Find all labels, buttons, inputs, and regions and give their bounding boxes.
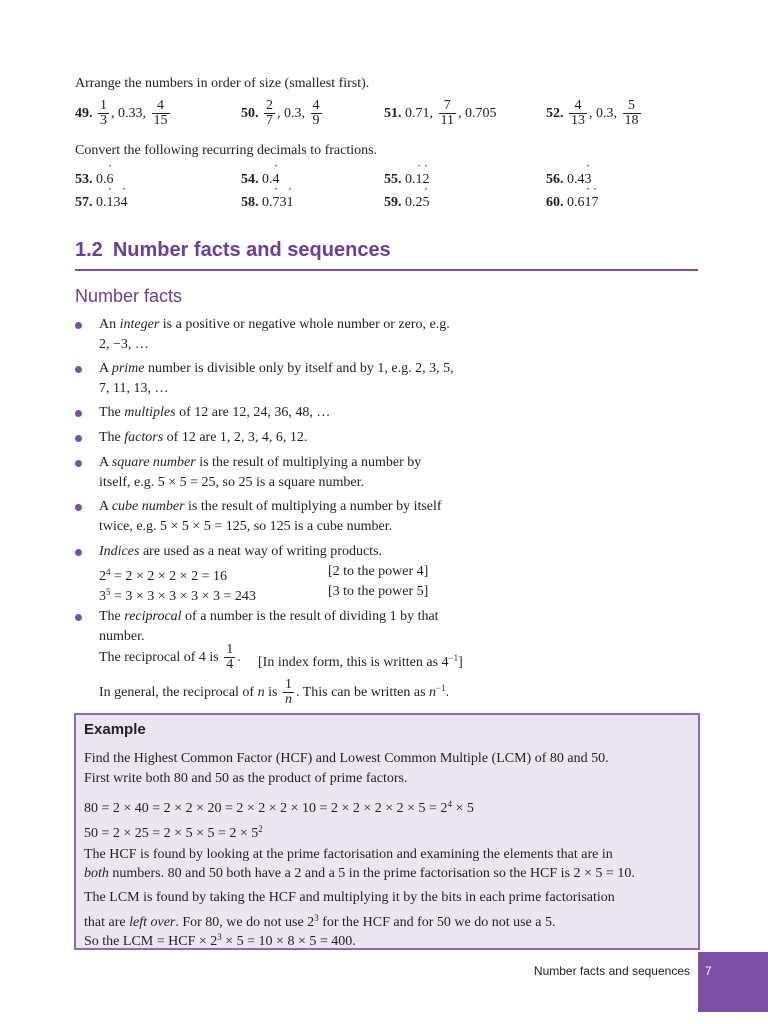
question-51: 51. 0.71, $\frac{7}{11}$ , 0.705 — [384, 98, 497, 129]
example-line-7: The LCM is found by taking the HCF and multiplying it by the bits in each prime factorisation — [84, 890, 615, 905]
reciprocal-note: [In index form, this is written as $4^{-1}$] — [258, 653, 463, 670]
bullet-icon — [75, 431, 85, 441]
arrange-instruction: Arrange the numbers in order of size (smallest first). — [75, 76, 370, 91]
fact-cube: A cube number is the result of multiplying a number by itself — [99, 499, 442, 514]
bullet-icon — [75, 545, 85, 555]
fact-integer: An integer is a positive or negative whole number or zero, e.g. — [99, 317, 450, 332]
page-number-tab — [698, 952, 768, 1012]
fact-prime: A prime number is divisible only by itself and by 1, e.g. 2, 3, 5, — [99, 361, 454, 376]
indices-note-1: [2 to the power 4] — [328, 564, 429, 579]
fact-indices: Indices are used as a neat way of writing products. — [99, 544, 383, 559]
question-56: 56. 0.43 ˙ — [546, 171, 592, 189]
bullet-icon — [75, 610, 85, 620]
fact-prime-example: 7, 11, 13, … — [99, 381, 169, 396]
subsection-heading: Number facts — [75, 286, 183, 306]
running-footer: Number facts and sequences — [533, 964, 690, 978]
question-52: 52. $\frac{4}{13}$ , 0.3, $\frac{5}{18}$ — [546, 98, 639, 129]
fact-integer-example: 2, −3, … — [99, 337, 149, 352]
indices-example-1: $2^4 = 2 \times 2 \times 2 \times 2 = 16$ — [99, 567, 227, 584]
fact-reciprocal: The reciprocal of a number is the result of dividing 1 by that — [99, 609, 439, 624]
convert-instruction: Convert the following recurring decimals to fractions. — [75, 143, 378, 158]
fraction: $\frac{1}{n}$ — [284, 677, 292, 708]
bullet-icon — [75, 500, 85, 510]
bullet-icon — [75, 406, 85, 416]
fraction: $\frac{1}{4}$ — [226, 642, 234, 673]
example-line-1: Find the Highest Common Factor (HCF) and Lowest Common Multiple (LCM) of 80 and 50. — [84, 751, 609, 766]
question-55: 55. 0.1 ˙2 ˙ — [384, 171, 430, 189]
example-box — [74, 713, 700, 950]
fact-cube-example: twice, e.g. 5 × 5 × 5 = 125, so 125 is a cube number. — [99, 519, 393, 534]
reciprocal-example-2: In general, the reciprocal of n is $\frac{1}{n}$ . This can be written as $n^{-1}$. — [99, 677, 450, 708]
example-line-8: that are left over. For 80, we do not use $2^3$ for the HCF and for 50 we do not use a 5. — [84, 913, 556, 930]
example-line-9: So the LCM = HCF × $2^3 \times 5 = 10 \times 8 \times 5 = 400$. — [84, 932, 356, 949]
question-59: 59. 0.25 ˙ — [384, 194, 430, 212]
page-number: 7 — [705, 964, 712, 978]
section-number: 1.2 — [75, 239, 103, 261]
fraction: $\frac{4}{13}$ — [571, 98, 585, 129]
fraction: $\frac{4}{9}$ — [312, 98, 320, 129]
fact-factors: The factors of 12 are 1, 2, 3, 4, 6, 12. — [99, 430, 308, 445]
reciprocal-example-1: The reciprocal of 4 is $\frac{1}{4}$ . — [99, 642, 241, 673]
fact-reciprocal-cont: number. — [99, 629, 145, 644]
bullet-icon — [75, 318, 85, 328]
example-line-4: $50 = 2 \times 25 = 2 \times 5 \times 5 = 2 \times 5^2$ — [84, 824, 263, 841]
fraction: $\frac{4}{15}$ — [153, 98, 168, 129]
example-line-6: both numbers. 80 and 50 both have a 2 and a 5 in the prime factorisation so the HCF is 2 × 5 = 10. — [84, 866, 635, 881]
section-title: Number facts and sequences — [112, 239, 391, 261]
fraction: $\frac{1}{3}$ — [100, 98, 107, 129]
question-53: 53. 0.6 ˙ — [75, 171, 114, 189]
example-line-3: $80 = 2 \times 40 = 2 \times 2 \times 20 = 2 \times 2 \times 2 \times 10 = 2 \times 2 \times 2 \times 2 \times 5 = 2^4 \times 5$ — [84, 799, 474, 816]
example-title: Example — [84, 721, 146, 738]
question-60: 60. 0.61 ˙7 ˙ — [546, 194, 599, 212]
indices-example-2: $3^5 = 3 \times 3 \times 3 \times 3 \times 3 = 243$ — [99, 587, 256, 604]
question-50: 50. $\frac{2}{7}$ , 0.3, $\frac{4}{9}$ — [241, 98, 320, 129]
fact-multiples: The multiples of 12 are 12, 24, 36, 48, … — [99, 405, 331, 420]
question-58: 58. 0.7 ˙31 ˙ — [241, 194, 294, 212]
indices-note-2: [3 to the power 5] — [328, 584, 429, 599]
section-heading — [75, 239, 698, 271]
fact-square-example: itself, e.g. 5 × 5 = 25, so 25 is a square number. — [99, 475, 365, 490]
fraction: $\frac{5}{18}$ — [624, 98, 639, 129]
question-number: 52. — [546, 106, 564, 121]
bullet-icon — [75, 362, 85, 372]
fact-square: A square number is the result of multiplying a number by — [99, 455, 422, 470]
question-number: 51. — [384, 106, 402, 121]
question-54: 54. 0.4 ˙ — [241, 171, 280, 189]
fraction: $\frac{7}{11}$ — [440, 98, 454, 129]
question-number: 50. — [241, 106, 259, 121]
question-49: 49. $\frac{1}{3}$ , 0.33, $\frac{4}{15}$ — [75, 98, 168, 129]
bullet-icon — [75, 456, 85, 466]
example-line-5: The HCF is found by looking at the prime factorisation and examining the elements that are in — [84, 847, 613, 862]
fraction: $\frac{2}{7}$ — [266, 98, 273, 129]
example-line-2: First write both 80 and 50 as the product of prime factors. — [84, 771, 408, 786]
question-number: 49. — [75, 106, 93, 121]
question-57: 57. 0.1 ˙34 ˙ — [75, 194, 128, 212]
